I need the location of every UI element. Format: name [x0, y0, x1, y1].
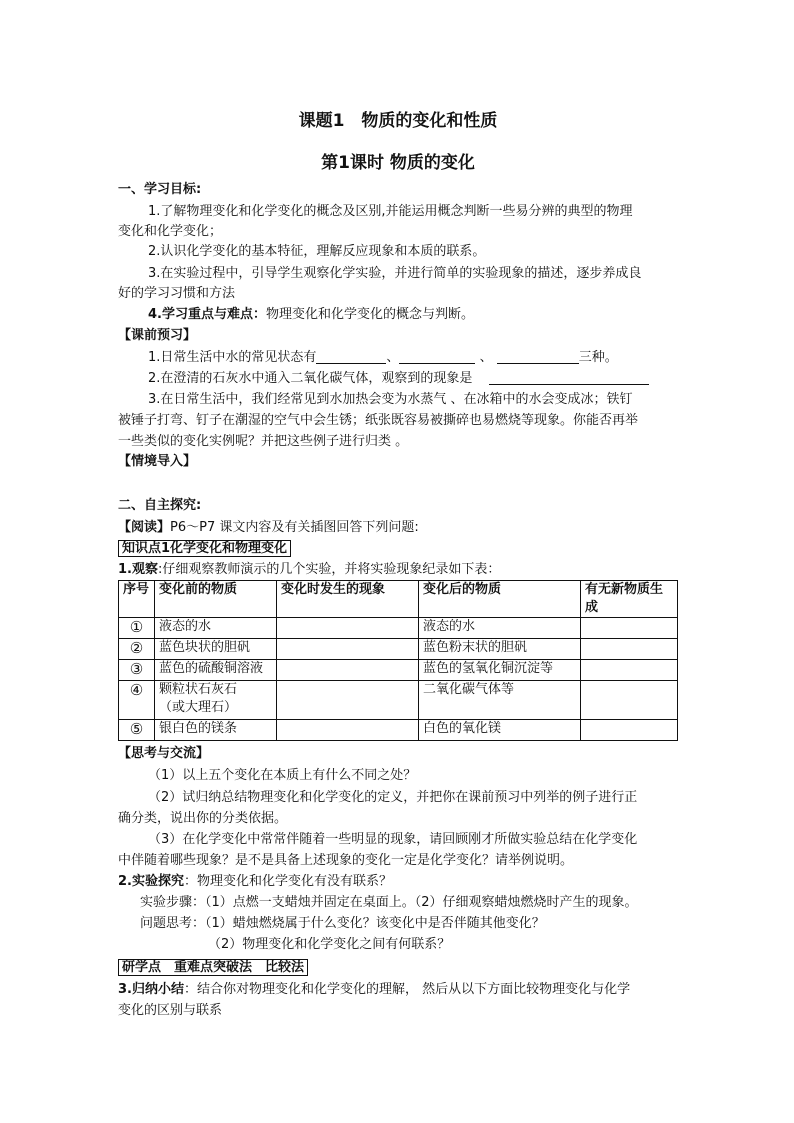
answer-blank-2[interactable] — [399, 349, 475, 364]
before-substance: 蓝色的硫酸铜溶液 — [155, 660, 277, 681]
think-question-3-line-1: （3）在化学变化中常常伴随着一些明显的现象，请回顾刚才所做实验总结在化学变化 — [148, 832, 638, 847]
row-number: ① — [119, 618, 155, 639]
problem-thinking-1: 问题思考：（1）蜡烛燃烧属于什么变化？该变化中是否伴随其他变化？ — [140, 916, 545, 931]
new-substance-cell[interactable] — [581, 681, 678, 720]
answer-blank-3[interactable] — [497, 349, 579, 364]
new-substance-cell[interactable] — [581, 639, 678, 660]
row-number: ⑤ — [119, 720, 155, 741]
think-question-1: （1）以上五个变化在本质上有什么不同之处？ — [148, 768, 417, 783]
after-substance: 二氧化碳气体等 — [419, 681, 581, 720]
class-title: 第1课时 物质的变化 — [321, 153, 475, 173]
reading-instruction — [118, 518, 419, 538]
table-row — [119, 660, 678, 681]
preview-1-end: 三种。 — [578, 350, 618, 365]
table-row — [119, 639, 678, 660]
experiment-steps: 实验步骤：（1）点燃一支蜡烛并固定在桌面上。（2）仔细观察蜡烛燃烧时产生的现象。 — [140, 895, 638, 910]
before-substance — [155, 681, 277, 720]
preview-question-3-line-2: 被锤子打弯、钉子在潮湿的空气中会生锈；纸张既容易被撕碎也易燃烧等现象。你能否再举 — [118, 413, 639, 428]
observation-text: :仔细观察教师演示的几个实验，并将实验现象纪录如下表： — [157, 562, 501, 577]
phenomenon-cell[interactable] — [277, 681, 419, 720]
answer-blank-4[interactable] — [489, 370, 649, 385]
problem-thinking-2: （2）物理变化和化学变化之间有何联系？ — [208, 937, 451, 952]
objective-4-label: 4.学习重点与难点： — [148, 307, 266, 322]
summary-line-1 — [118, 980, 630, 1000]
row-number: ② — [119, 639, 155, 660]
think-question-2-line-1: （2）试归纳总结物理变化和化学变化的定义，并把你在课前预习中列举的例子进行正 — [148, 790, 638, 805]
section-objectives-heading: 一、学习目标: — [118, 182, 202, 197]
new-substance-cell[interactable] — [581, 720, 678, 741]
objective-2: 2.认识化学变化的基本特征，理解反应现象和本质的联系。 — [148, 244, 486, 259]
experiment-label: 2.实验探究 — [118, 874, 184, 889]
experiment-text: ：物理变化和化学变化有没有联系？ — [183, 874, 392, 889]
header-phenomenon: 变化时发生的现象 — [277, 581, 419, 618]
knowledge-point-1 — [118, 539, 291, 559]
before-substance: 液态的水 — [155, 618, 277, 639]
objective-3-line-2: 好的学习习惯和方法 — [118, 286, 236, 301]
header-number: 序号 — [119, 581, 155, 618]
think-question-3-line-2: 中伴随着哪些现象？是不是具备上述现象的变化一定是化学变化？请举例说明。 — [118, 853, 574, 868]
before-substance: 蓝色块状的胆矾 — [155, 639, 277, 660]
reading-label: 【阅读】 — [118, 520, 171, 535]
objective-3-line-1: 3.在实验过程中，引导学生观察化学实验，并进行简单的实验现象的描述，逐步养成良 — [148, 266, 642, 281]
header-after: 变化后的物质 — [419, 581, 581, 618]
think-question-2-line-2: 确分类，说出你的分类依据。 — [118, 811, 288, 826]
knowledge-point-1-label: 知识点1化学变化和物理变化 — [118, 540, 291, 557]
observation-table — [118, 580, 678, 741]
after-substance: 蓝色的氢氧化铜沉淀等 — [419, 660, 581, 681]
summary-text: ：结合你对物理变化和化学变化的理解， 然后从以下方面比较物理变化与化学 — [183, 982, 631, 997]
table-row — [119, 618, 678, 639]
phenomenon-cell[interactable] — [277, 660, 419, 681]
table-header-row — [119, 581, 678, 618]
preview-question-3-line-1: 3.在日常生活中，我们经常见到水加热会变为水蒸气 、在冰箱中的水会变成冰；铁钉 — [148, 392, 633, 407]
header-before: 变化前的物质 — [155, 581, 277, 618]
objective-4 — [148, 305, 474, 325]
objective-1-line-1: 1.了解物理变化和化学变化的概念及区别,并能运用概念判断一些易分辨的典型的物理 — [148, 204, 633, 219]
header-new-substance: 有无新物质生成 — [581, 581, 678, 618]
summary-line-2: 变化的区别与联系 — [118, 1003, 223, 1018]
preview-1-sep-2: 、 — [479, 350, 493, 365]
phenomenon-cell[interactable] — [277, 720, 419, 741]
think-heading: 【思考与交流】 — [118, 746, 210, 761]
preview-1-text: 1.日常生活中水的常见状态有 — [148, 350, 317, 365]
phenomenon-cell[interactable] — [277, 639, 419, 660]
preview-1-sep-1: 、 — [386, 350, 400, 365]
after-substance: 白色的氧化镁 — [419, 720, 581, 741]
observation-label: 1.观察 — [118, 562, 158, 577]
preview-2-text: 2.在澄清的石灰水中通入二氧化碳气体，观察到的现象是 — [148, 371, 473, 386]
before-substance: 银白色的镁条 — [155, 720, 277, 741]
phenomenon-cell[interactable] — [277, 618, 419, 639]
new-substance-cell[interactable] — [581, 660, 678, 681]
row-number: ④ — [119, 681, 155, 720]
preview-heading: 【课前预习】 — [118, 328, 197, 343]
reading-text: P6～P7 课文内容及有关插图回答下列问题: — [170, 520, 419, 535]
before-substance-line-2: （或大理石） — [159, 700, 238, 715]
section-explore-heading: 二、自主探究: — [118, 498, 202, 513]
after-substance: 蓝色粉末状的胆矾 — [419, 639, 581, 660]
row-number: ③ — [119, 660, 155, 681]
study-point-label: 研学点 重难点突破法 比较法 — [118, 959, 308, 976]
preview-question-1 — [148, 348, 618, 368]
preview-question-3-line-3: 一些类似的变化实例呢？并把这些例子进行归类 。 — [118, 434, 409, 449]
table-row — [119, 720, 678, 741]
objective-1-line-2: 变化和化学变化； — [118, 224, 223, 239]
scenario-heading: 【情境导入】 — [118, 454, 197, 469]
lesson-title: 课题1 物质的变化和性质 — [298, 111, 498, 131]
answer-blank-1[interactable] — [316, 349, 386, 364]
objective-4-text: 物理变化和化学变化的概念与判断。 — [265, 307, 474, 322]
new-substance-cell[interactable] — [581, 618, 678, 639]
observation-instruction — [118, 560, 500, 580]
study-point — [118, 958, 308, 978]
preview-question-2 — [148, 369, 649, 389]
table-row — [119, 681, 678, 720]
after-substance: 液态的水 — [419, 618, 581, 639]
experiment-inquiry — [118, 872, 392, 892]
before-substance-line-1: 颗粒状石灰石 — [159, 682, 238, 697]
summary-label: 3.归纳小结 — [118, 982, 184, 997]
